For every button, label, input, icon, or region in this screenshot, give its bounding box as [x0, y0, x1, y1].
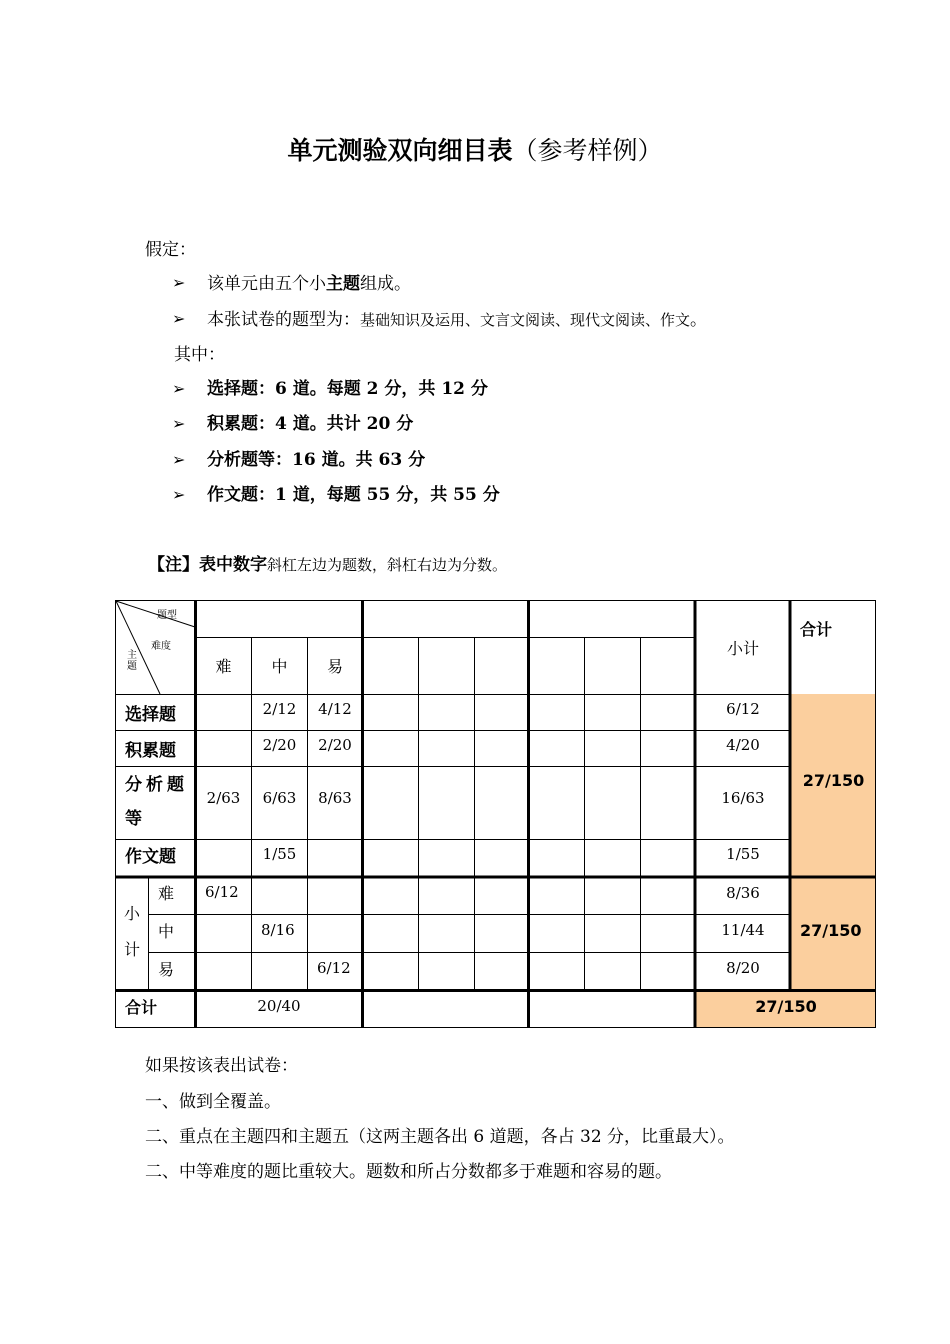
subtotal-label-1: 小: [123, 903, 140, 923]
table-cell: 1/55: [262, 845, 297, 863]
table-cell-subtotal: 8/20: [726, 959, 760, 977]
table-cell-subtotal: 16/63: [721, 789, 765, 807]
arrow-bullet-icon: ➢: [172, 309, 186, 328]
table-cell: 2/12: [262, 699, 297, 718]
assume-item-5: 分析题等：16 道。共 63 分: [207, 450, 426, 470]
assume-label: 假定：: [145, 240, 196, 260]
table-cell: 6/12: [205, 883, 239, 901]
table-cell: 4/12: [318, 699, 352, 718]
assume-item-1-bold: 主题: [326, 274, 360, 294]
final-total-value: 20/40: [257, 997, 301, 1015]
assume-item-6: 作文题：1 道，每题 55 分，共 55 分: [207, 485, 500, 505]
header-difficulty-medium: 中: [271, 657, 288, 676]
arrow-bullet-icon: ➢: [172, 414, 186, 433]
table-cell-subtotal: 4/20: [726, 735, 760, 754]
assume-item-1-post: 组成。: [360, 274, 411, 294]
table-cell-subtotal: 6/12: [726, 699, 760, 718]
note-rest: 斜杠左边为题数，斜杠右边为分数。: [267, 556, 508, 574]
total-block-1: 27/150: [802, 770, 865, 790]
assume-item-4: 积累题：4 道。共计 20 分: [207, 414, 414, 434]
among-label: 其中：: [174, 345, 225, 365]
row-label-choice: 选择题: [125, 705, 176, 725]
assume-item-3: 选择题：6 道。每题 2 分，共 12 分: [207, 379, 488, 399]
table-cell: 6/63: [262, 789, 297, 807]
assume-item-2-pre: 本张试卷的题型为：: [207, 310, 360, 330]
corner-type-label: 题型: [157, 609, 177, 621]
assume-item-2-types: 基础知识及运用、文言文阅读、现代文阅读、作文: [360, 311, 691, 329]
assume-item-2-end: 。: [690, 310, 708, 330]
table-cell-subtotal: 1/55: [726, 845, 760, 863]
sub-row-label-easy: 易: [158, 959, 175, 979]
header-difficulty-hard: 难: [215, 657, 232, 676]
sub-row-label-medium: 中: [158, 921, 175, 941]
arrow-bullet-icon: ➢: [172, 379, 186, 398]
title-paren: （参考样例）: [512, 136, 663, 165]
header-subtotal: 小计: [726, 639, 759, 658]
row-label-accumulate: 积累题: [125, 741, 176, 761]
final-total-label: 合计: [125, 997, 158, 1017]
header-total: 合计: [800, 620, 833, 639]
table-cell: 6/12: [317, 959, 351, 977]
footer-line-4: 二、中等难度的题比重较大。题数和所占分数都多于难题和容易的题。: [145, 1162, 672, 1182]
final-total-grand: 27/150: [755, 996, 817, 1016]
table-cell: 8/63: [318, 789, 352, 807]
note-bold: 【注】表中数字: [148, 555, 267, 575]
title-main: 单元测验双向细目表: [287, 136, 513, 165]
corner-difficulty-label: 难度: [151, 640, 171, 652]
arrow-bullet-icon: ➢: [172, 485, 186, 504]
sub-row-label-hard: 难: [158, 883, 175, 903]
arrow-bullet-icon: ➢: [172, 273, 186, 292]
header-difficulty-easy: 易: [326, 657, 343, 676]
table-cell: 2/20: [262, 735, 297, 754]
corner-topic-label: 主题: [127, 650, 137, 672]
total-block-2: 27/150: [800, 920, 862, 940]
subtotal-label-2: 计: [123, 939, 140, 959]
table-cell-subtotal: 8/36: [726, 884, 760, 902]
row-label-essay: 作文题: [125, 846, 176, 867]
table-cell: 8/16: [261, 921, 295, 939]
footer-line-2: 一、做到全覆盖。: [145, 1092, 281, 1112]
footer-line-3: 二、重点在主题四和主题五（这两主题各出 6 道题，各占 32 分，比重最大）。: [145, 1127, 735, 1147]
table-cell: 2/63: [206, 789, 241, 807]
table-cell-subtotal: 11/44: [721, 921, 765, 939]
row-label-analysis-2: 等: [125, 808, 142, 829]
arrow-bullet-icon: ➢: [172, 450, 186, 469]
assume-item-1-pre: 该单元由五个小: [207, 274, 326, 294]
footer-line-1: 如果按该表出试卷：: [145, 1056, 298, 1076]
table-cell: 2/20: [318, 735, 352, 754]
row-label-analysis: 分析题: [125, 774, 188, 795]
